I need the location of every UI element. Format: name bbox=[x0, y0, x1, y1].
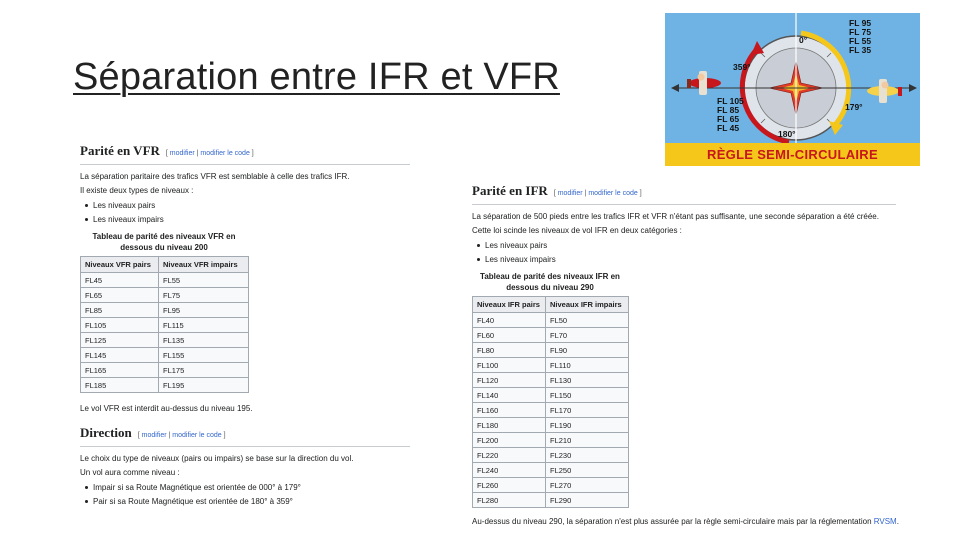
vfr-edit-links: [ modifier | modifier le code ] bbox=[165, 150, 254, 157]
table-cell: FL270 bbox=[546, 478, 629, 493]
red-plane-icon bbox=[687, 71, 721, 95]
list-item: Les niveaux pairs bbox=[476, 240, 896, 251]
table-row bbox=[473, 328, 629, 343]
semi-circular-rule-image bbox=[665, 13, 920, 166]
table-row bbox=[473, 388, 629, 403]
wiki-panel-ifr bbox=[472, 183, 899, 530]
vfr-paragraph-1: La séparation paritaire des trafics VFR est semblable à celle des trafics IFR. bbox=[80, 172, 350, 181]
table-cell: FL160 bbox=[473, 403, 546, 418]
vfr-paragraph-2: Il existe deux types de niveaux : bbox=[80, 186, 194, 195]
table-cell: FL55 bbox=[159, 273, 249, 288]
table-cell: FL135 bbox=[159, 333, 249, 348]
table-row bbox=[81, 288, 249, 303]
table-cell: FL200 bbox=[473, 433, 546, 448]
table-cell: FL145 bbox=[81, 348, 159, 363]
table-cell: FL110 bbox=[546, 358, 629, 373]
even-levels-list: FL 105 FL 85 FL 65 FL 45 bbox=[717, 96, 744, 133]
ifr-table-caption: Tableau de parité des niveaux IFR en dessous du niveau 290 bbox=[480, 272, 620, 292]
vfr-heading: Parité en VFR [ modifier | modifier le code ] bbox=[80, 143, 410, 165]
table-cell: FL85 bbox=[81, 303, 159, 318]
table-cell: FL195 bbox=[159, 378, 249, 393]
column-header: Niveaux IFR impairs bbox=[546, 297, 629, 313]
table-row bbox=[81, 378, 249, 393]
table-cell: FL280 bbox=[473, 493, 546, 508]
table-row bbox=[473, 313, 629, 328]
ifr-edit-link[interactable]: modifier bbox=[557, 190, 583, 197]
list-item: Les niveaux impairs bbox=[476, 254, 896, 265]
table-row bbox=[81, 303, 249, 318]
wiki-panel-vfr bbox=[80, 143, 410, 513]
table-cell: FL150 bbox=[546, 388, 629, 403]
rule-banner: RÈGLE SEMI-CIRCULAIRE bbox=[665, 143, 920, 166]
table-cell: FL45 bbox=[81, 273, 159, 288]
list-item: Impair si sa Route Magnétique est orientée de 000° à 179° bbox=[84, 482, 410, 493]
table-header-row bbox=[473, 297, 629, 313]
rvsm-link[interactable]: RVSM bbox=[873, 517, 897, 526]
vfr-table-caption: Tableau de parité des niveaux VFR en dessous du niveau 200 bbox=[92, 232, 236, 252]
direction-heading: Direction [ modifier | modifier le code ] bbox=[80, 425, 410, 447]
label-0-deg: 0° bbox=[799, 35, 808, 45]
list-item: Les niveaux impairs bbox=[84, 214, 410, 225]
table-row bbox=[473, 358, 629, 373]
list-item: Les niveaux pairs bbox=[84, 200, 410, 211]
label-179-deg: 179° bbox=[845, 102, 863, 112]
table-cell: FL180 bbox=[473, 418, 546, 433]
table-cell: FL100 bbox=[473, 358, 546, 373]
table-cell: FL130 bbox=[546, 373, 629, 388]
table-cell: FL170 bbox=[546, 403, 629, 418]
direction-paragraph-1: Le choix du type de niveaux (pairs ou impairs) se base sur la direction du vol. bbox=[80, 454, 354, 463]
ifr-edit-code-link[interactable]: modifier le code bbox=[588, 190, 638, 197]
ifr-edit-links: [ modifier | modifier le code ] bbox=[553, 190, 642, 197]
table-row bbox=[473, 373, 629, 388]
vfr-bullet-list bbox=[84, 200, 410, 225]
column-header: Niveaux VFR impairs bbox=[159, 257, 249, 273]
table-cell: FL185 bbox=[81, 378, 159, 393]
table-cell: FL40 bbox=[473, 313, 546, 328]
table-cell: FL60 bbox=[473, 328, 546, 343]
vfr-edit-link[interactable]: modifier bbox=[169, 150, 195, 157]
table-cell: FL250 bbox=[546, 463, 629, 478]
table-cell: FL105 bbox=[81, 318, 159, 333]
table-cell: FL65 bbox=[81, 288, 159, 303]
list-item: Pair si sa Route Magnétique est orientée de 180° à 359° bbox=[84, 496, 410, 507]
label-180-deg: 180° bbox=[778, 129, 796, 139]
table-cell: FL190 bbox=[546, 418, 629, 433]
table-cell: FL140 bbox=[473, 388, 546, 403]
table-row bbox=[81, 318, 249, 333]
table-cell: FL240 bbox=[473, 463, 546, 478]
table-header-row bbox=[81, 257, 249, 273]
table-cell: FL210 bbox=[546, 433, 629, 448]
table-row bbox=[473, 448, 629, 463]
table-cell: FL125 bbox=[81, 333, 159, 348]
table-cell: FL115 bbox=[159, 318, 249, 333]
table-cell: FL75 bbox=[159, 288, 249, 303]
table-cell: FL80 bbox=[473, 343, 546, 358]
ifr-paragraph-2: Cette loi scinde les niveaux de vol IFR en deux catégories : bbox=[472, 226, 682, 235]
table-cell: FL50 bbox=[546, 313, 629, 328]
vfr-edit-code-link[interactable]: modifier le code bbox=[200, 150, 250, 157]
direction-edit-link[interactable]: modifier bbox=[141, 432, 167, 439]
ifr-heading: Parité en IFR [ modifier | modifier le code ] bbox=[472, 183, 896, 205]
table-row bbox=[473, 403, 629, 418]
slide-title: Séparation entre IFR et VFR bbox=[73, 56, 560, 98]
table-row bbox=[81, 273, 249, 288]
table-row bbox=[81, 363, 249, 378]
table-row bbox=[473, 433, 629, 448]
direction-edit-links: [ modifier | modifier le code ] bbox=[137, 432, 226, 439]
table-row bbox=[473, 493, 629, 508]
ifr-paragraph-1: La séparation de 500 pieds entre les trafics IFR et VFR n'étant pas suffisante, une seconde séparation a été créée. bbox=[472, 212, 879, 221]
direction-paragraph-2: Un vol aura comme niveau : bbox=[80, 468, 180, 477]
table-cell: FL290 bbox=[546, 493, 629, 508]
ifr-bullet-list bbox=[476, 240, 896, 265]
table-cell: FL120 bbox=[473, 373, 546, 388]
direction-edit-code-link[interactable]: modifier le code bbox=[172, 432, 222, 439]
table-row bbox=[473, 478, 629, 493]
ifr-parity-table bbox=[472, 296, 629, 508]
direction-bullet-list bbox=[84, 482, 410, 507]
column-header: Niveaux VFR pairs bbox=[81, 257, 159, 273]
table-row bbox=[81, 333, 249, 348]
odd-levels-list: FL 95 FL 75 FL 55 FL 35 bbox=[849, 18, 872, 55]
ifr-rvsm-note: Au-dessus du niveau 290, la séparation n'est plus assurée par la règle semi-circulaire mais par la réglementation RVSM. bbox=[472, 517, 899, 526]
table-row bbox=[473, 463, 629, 478]
table-cell: FL175 bbox=[159, 363, 249, 378]
vfr-ceiling-note: Le vol VFR est interdit au-dessus du niveau 195. bbox=[80, 404, 253, 413]
table-row bbox=[81, 348, 249, 363]
table-cell: FL230 bbox=[546, 448, 629, 463]
vfr-parity-table bbox=[80, 256, 249, 393]
table-row bbox=[473, 343, 629, 358]
label-359-deg: 359° bbox=[733, 62, 751, 72]
table-cell: FL95 bbox=[159, 303, 249, 318]
table-cell: FL155 bbox=[159, 348, 249, 363]
table-cell: FL70 bbox=[546, 328, 629, 343]
table-cell: FL220 bbox=[473, 448, 546, 463]
column-header: Niveaux IFR pairs bbox=[473, 297, 546, 313]
yellow-plane-icon bbox=[867, 79, 902, 103]
table-row bbox=[473, 418, 629, 433]
table-cell: FL260 bbox=[473, 478, 546, 493]
table-cell: FL165 bbox=[81, 363, 159, 378]
table-cell: FL90 bbox=[546, 343, 629, 358]
